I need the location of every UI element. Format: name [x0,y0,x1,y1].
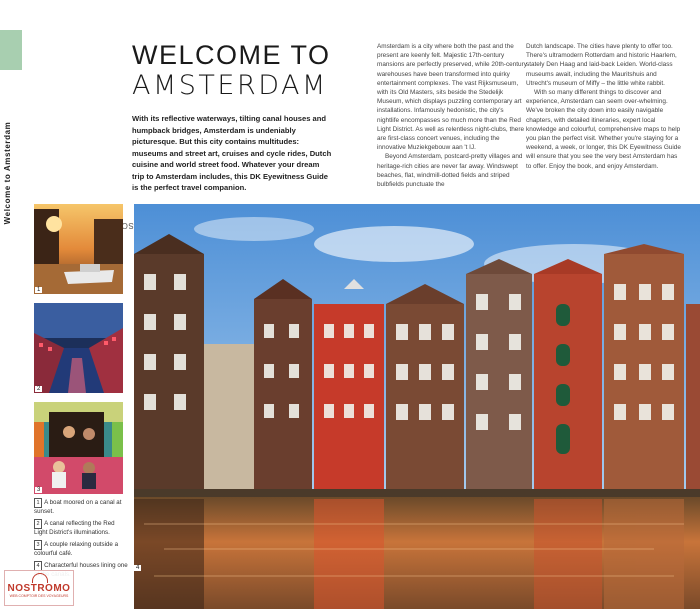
photo-number: 4 [136,565,140,571]
caption-number: 1 [34,498,42,508]
photo-canal-houses [134,204,700,609]
body-paragraph: Dutch landscape. The cities have plenty to offer too. There's ultramodern Rotterdam and historic Haarlem, stately Den Haag and laid-back Leiden. World-class museums await, including the Mauritshuis and Utrecht's museum of Miffy – the little white rabbit. [526,43,677,87]
body-paragraph: With so many different things to discover and experience, Amsterdam can seem over-whelming. We've broken the city down into easily navigable chapters, with detailed itineraries, expert local knowledge and colourful, comprehensive maps to help you plan the perfect visit. Whether you're staying for a weekend, a week, or longer, this DK Eyewitness Guide will ensure that you see the very best Amsterdam has to offer. Enjoy the book, and enjoy Amsterdam. [526,89,681,170]
logo-tagline: WEB COMPTOIR DES VOYAGEURS [9,594,69,598]
photo-number: 2 [37,386,41,392]
caption-item [34,540,129,558]
photo-number: 1 [37,287,41,293]
logo-arc-icon [32,573,48,583]
page-title-line1: WELCOME TO [132,40,331,70]
photo-number: 3 [37,487,41,493]
body-paragraph: Beyond Amsterdam, postcard-pretty villages and heritage-rich cities are never far away. Windswept beaches, flat, windmill-dotted fields and striped bulbfields punctuate the [377,153,523,189]
logo-name: NOSTROMO [7,583,71,594]
caption-text: A canal reflecting the Red Light District's illuminations. [34,520,115,536]
caption-text: Characterful houses lining one [44,562,128,569]
photo-colourful-cafe [34,402,123,494]
photo-red-light-canal [34,303,123,393]
caption-number: 4 [34,561,42,571]
intro-paragraph: With its reflective waterways, tilting canal houses and humpback bridges, Amsterdam is undeniably picturesque. But this city contains multitudes: museums and street art, cruises and cycle rides, Dutch cuisine and world street food. Whatever your dream trip to Amsterdam includes, this DK Eyewitness Guide is the perfect travel companion. [132,114,332,192]
photo-boat-sunset [34,204,123,294]
caption-item [34,519,129,537]
section-color-tab [0,30,22,70]
section-title: Welcome to Amsterdam [3,121,12,225]
body-column-1 [377,42,527,189]
section-running-head [3,90,19,230]
caption-number: 2 [34,519,42,529]
caption-number: 3 [34,540,42,550]
caption-text: A boat moored on a canal at sunset. [34,499,122,515]
body-column-2 [526,42,681,171]
body-paragraph: Amsterdam is a city where both the past and the present are keenly felt. Majestic 17th-century mansions are perfectly preserved, while 20th-century warehouses have been transformed into quirky entertainment complexes. The vast Rijksmuseum, with its Old Masters, sits beside the Stedelijk Museum, which displays puzzling contemporary art installations. Infamously hedonistic, the city's nightlife encompasses so much more than the Red Light District. As well as relentless night-clubs, there are first-class concert venues, including the innovative Muziekgebouw aan 't IJ. [377,43,527,152]
page-title-line2: AMSTERDAM [132,70,328,101]
caption-item [34,498,129,516]
publisher-watermark-logo [4,570,74,606]
caption-text: A couple relaxing outside a colourful café. [34,541,119,557]
